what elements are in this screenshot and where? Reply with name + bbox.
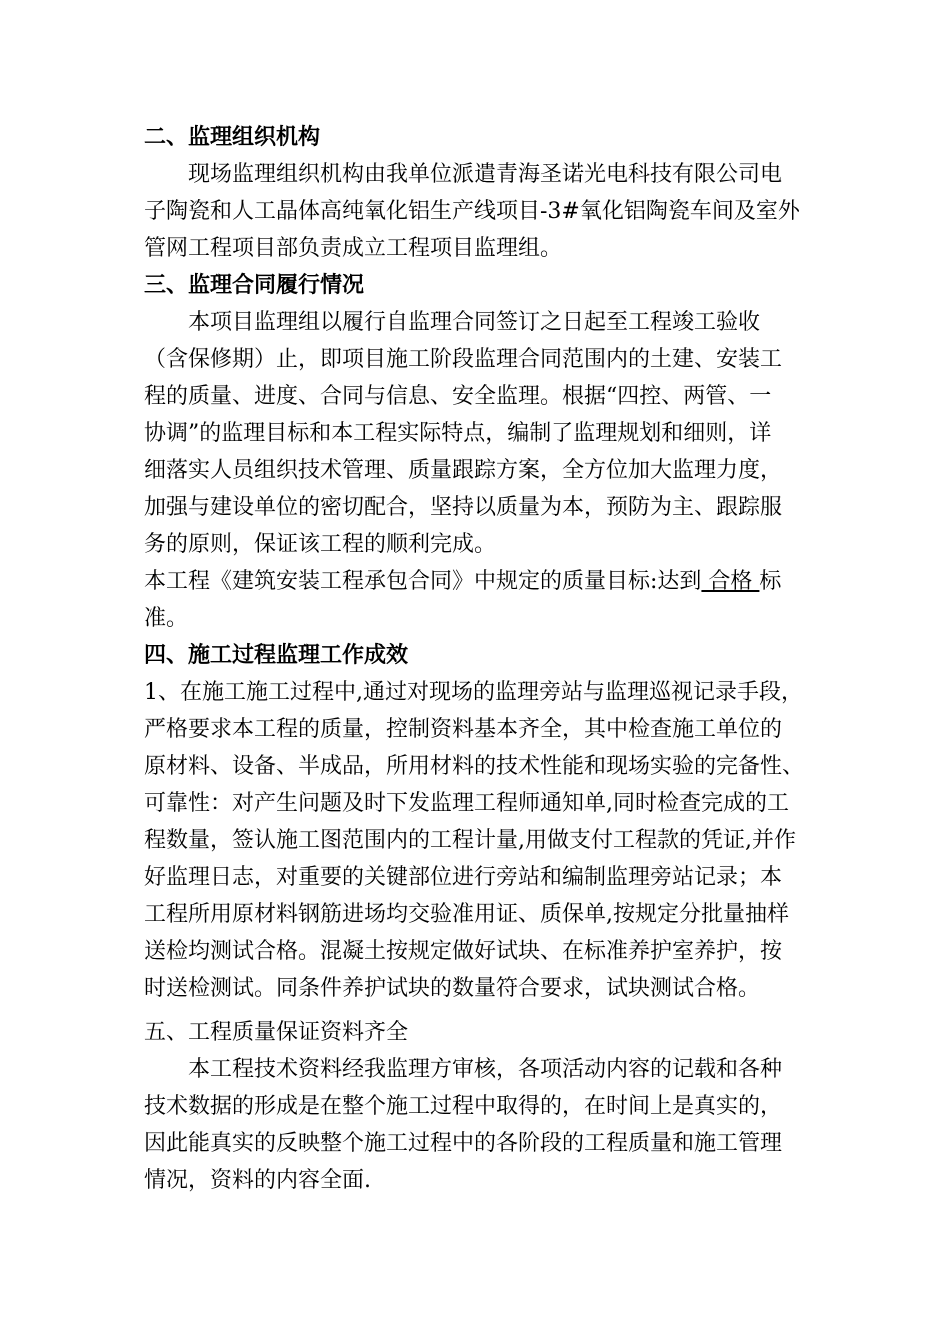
paragraph-line: 现场监理组织机构由我单位派遣青海圣诺光电科技有限公司电 bbox=[188, 162, 783, 187]
paragraph-line: 管网工程项目部负责成立工程项目监理组。 bbox=[144, 236, 563, 261]
paragraph-line: 严格要求本工程的质量，控制资料基本齐全，其中检查施工单位的 bbox=[144, 717, 783, 742]
paragraph-line: 程数量，签认施工图范围内的工程计量,用做支付工程款的凭证,并作 bbox=[144, 828, 796, 853]
paragraph-line: 1、在施工施工过程中,通过对现场的监理旁站与监理巡视记录手段， bbox=[144, 680, 803, 705]
paragraph-line: 子陶瓷和人工晶体高纯氧化铝生产线项目-3#氧化铝陶瓷车间及室外 bbox=[144, 199, 800, 224]
paragraph-line: 本工程技术资料经我监理方审核，各项活动内容的记载和各种 bbox=[188, 1057, 783, 1082]
paragraph-line: 可靠性：对产生问题及时下发监理工程师通知单,同时检查完成的工 bbox=[144, 791, 789, 816]
quality-target-line bbox=[144, 567, 781, 597]
paragraph-line: 本项目监理组以履行自监理合同签订之日起至工程竣工验收 bbox=[188, 310, 761, 335]
paragraph-line: 工程所用原材料钢筋进场均交验准用证、质保单,按规定分批量抽样 bbox=[144, 902, 789, 927]
paragraph-line: 技术数据的形成是在整个施工过程中取得的，在时间上是真实的， bbox=[144, 1094, 783, 1119]
section-heading-results: 四、施工过程监理工作成效 bbox=[144, 643, 409, 668]
section-heading-contract: 三、监理合同履行情况 bbox=[144, 273, 365, 298]
paragraph-line: 时送检测试。同条件养护试块的数量符合要求，试块测试合格。 bbox=[144, 976, 761, 1001]
quality-target-value: 合格 bbox=[701, 569, 760, 594]
paragraph-line: 细落实人员组织技术管理、质量跟踪方案，全方位加大监理力度， bbox=[144, 458, 783, 483]
quality-target-suffix: 标 bbox=[759, 569, 782, 594]
paragraph-line: 送检均测试合格。混凝土按规定做好试块、在标准养护室养护，按 bbox=[144, 939, 783, 964]
paragraph-line: （含保修期）止，即项目施工阶段监理合同范围内的土建、安装工 bbox=[144, 347, 783, 372]
section-heading-organization: 二、监理组织机构 bbox=[144, 125, 321, 150]
paragraph-line: 情况，资料的内容全面. bbox=[144, 1168, 371, 1193]
paragraph-line: 好监理日志，对重要的关键部位进行旁站和编制监理旁站记录；本 bbox=[144, 865, 783, 890]
paragraph-line: 加强与建设单位的密切配合，坚持以质量为本，预防为主、跟踪服 bbox=[144, 495, 783, 520]
section-heading-documents: 五、工程质量保证资料齐全 bbox=[144, 1020, 409, 1045]
paragraph-line: 协调”的监理目标和本工程实际特点，编制了监理规划和细则，详 bbox=[144, 421, 772, 446]
quality-target-prefix: 本工程《建筑安装工程承包合同》中规定的质量目标:达到 bbox=[144, 569, 702, 594]
paragraph-line: 务的原则，保证该工程的顺利完成。 bbox=[144, 532, 497, 557]
paragraph-line: 程的质量、进度、合同与信息、安全监理。根据“四控、两管、一 bbox=[144, 384, 772, 409]
paragraph-line: 因此能真实的反映整个施工过程中的各阶段的工程质量和施工管理 bbox=[144, 1131, 783, 1156]
paragraph-line: 原材料、设备、半成品，所用材料的技术性能和现场实验的完备性、 bbox=[144, 754, 805, 779]
paragraph-line: 准。 bbox=[144, 606, 189, 631]
